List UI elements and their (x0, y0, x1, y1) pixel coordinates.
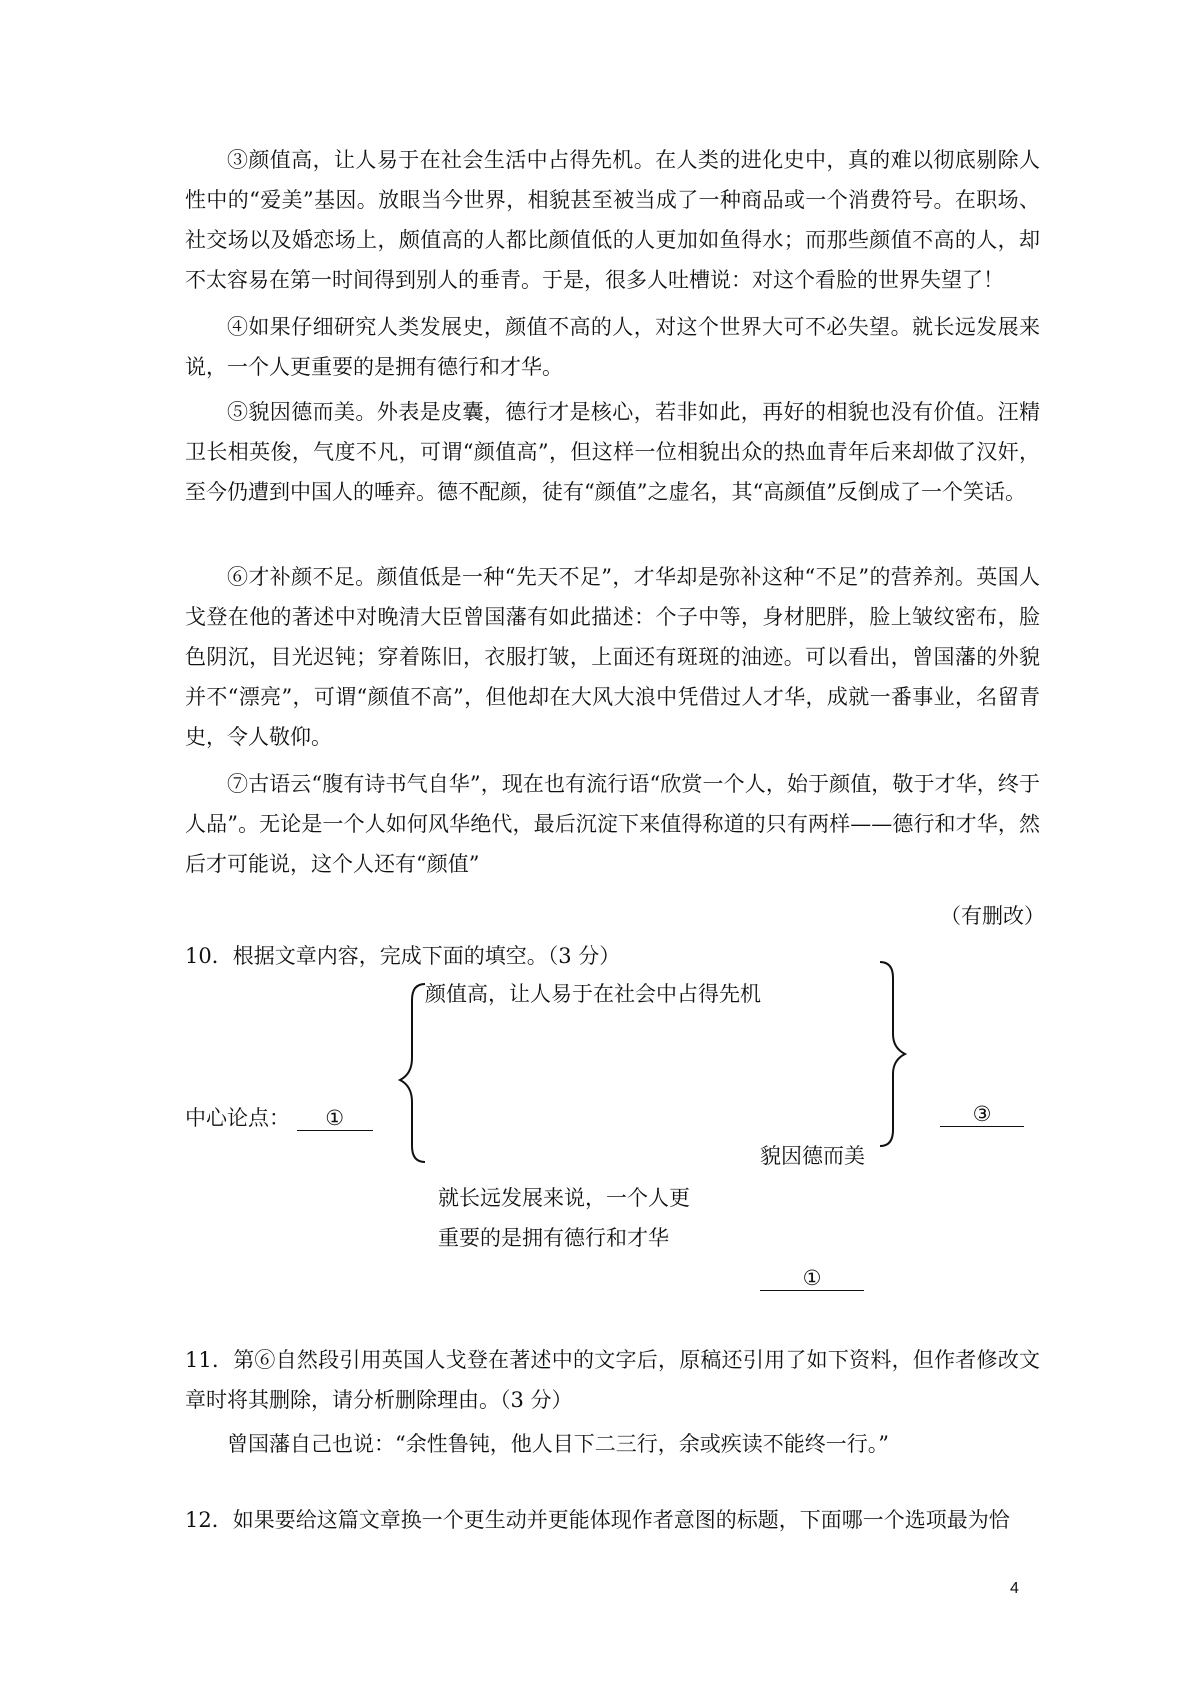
diagram-point-3: 貌因德而美 (760, 1144, 865, 1168)
paragraph-7: ⑦古语云“腹有诗书气自华”，现在也有流行语“欣赏一个人，始于颜值，敬于才华，终于人品”。无论是一个人如何风华绝代，最后沉淀下来值得称道的只有两样——德行和才华，然后才可能说，这个人还有“颜值” (185, 772, 1040, 876)
paragraph-3: ③颜值高，让人易于在社会生活中占得先机。在人类的进化史中，真的难以彻底剔除人性中的“爱美”基因。放眼当今世界，相貌甚至被当成了一种商品或一个消费符号。在职场、社交场以及婚恋场上，颇值高的人都比颜值低的人更加如鱼得水；而那些颜值不高的人，却不太容易在第一时间得到别人的垂青。于是，很多人吐槽说：对这个看脸的世界失望了！ (185, 148, 1040, 292)
question-12: 12．如果要给这篇文章换一个更生动并更能体现作者意图的标题，下面哪一个选项最为恰 (185, 1508, 1010, 1532)
diagram-point-1: 颜值高，让人易于在社会中占得先机 (425, 982, 761, 1006)
question-11-quote: 曾国藩自己也说：“余性鲁钝，他人目下二三行，余或疾读不能终一行。” (227, 1432, 889, 1456)
paragraph-5: ⑤貌因德而美。外表是皮囊，德行才是核心，若非如此，再好的相貌也没有价值。汪精卫长相英俊，气度不凡，可谓“颜值高”，但这样一位相貌出众的热血青年后来却做了汉奸，至今仍遭到中国人的唾弃。德不配颜，徒有“颜值”之虚名，其“高颜值”反倒成了一个笑话。 (185, 400, 1040, 504)
question-11: 11．第⑥自然段引用英国人戈登在著述中的文字后，原稿还引用了如下资料，但作者修改文章时将其删除，请分析删除理由。（3 分） (185, 1348, 1040, 1412)
central-argument-label: 中心论点： (185, 1106, 290, 1130)
blank-bottom[interactable]: ① (760, 1266, 864, 1291)
blank-3-wrapper (940, 1102, 1024, 1127)
diagram-point-2-line1: 就长远发展来说，一个人更 (438, 1186, 690, 1210)
central-argument (185, 1102, 373, 1132)
blank-1[interactable]: ① (297, 1106, 373, 1131)
diagram-point-2-line2: 重要的是拥有德行和才华 (438, 1226, 669, 1250)
blank-bottom-wrapper (760, 1266, 864, 1291)
source-note: （有删改） (940, 904, 1045, 928)
blank-3[interactable]: ③ (940, 1102, 1024, 1127)
paragraph-4: ④如果仔细研究人类发展史，颜值不高的人，对这个世界大可不必失望。就长远发展来说，一个人更重要的是拥有德行和才华。 (185, 315, 1040, 379)
paragraph-6: ⑥才补颜不足。颜值低是一种“先天不足”，才华却是弥补这种“不足”的营养剂。英国人戈登在他的著述中对晚清大臣曾国藩有如此描述：个子中等，身材肥胖，脸上皱纹密布，脸色阴沉，目光迟钝；穿着陈旧，衣服打皱，上面还有斑斑的油迹。可以看出，曾国藩的外貌并不“漂亮”，可谓“颜值不高”，但他却在大风大浪中凭借过人才华，成就一番事业，名留青史，令人敬仰。 (185, 565, 1040, 749)
page-number: 4 (1010, 1580, 1019, 1597)
question-10: 10．根据文章内容，完成下面的填空。（3 分） (185, 944, 621, 968)
right-brace (880, 962, 905, 1146)
left-brace (400, 984, 425, 1162)
